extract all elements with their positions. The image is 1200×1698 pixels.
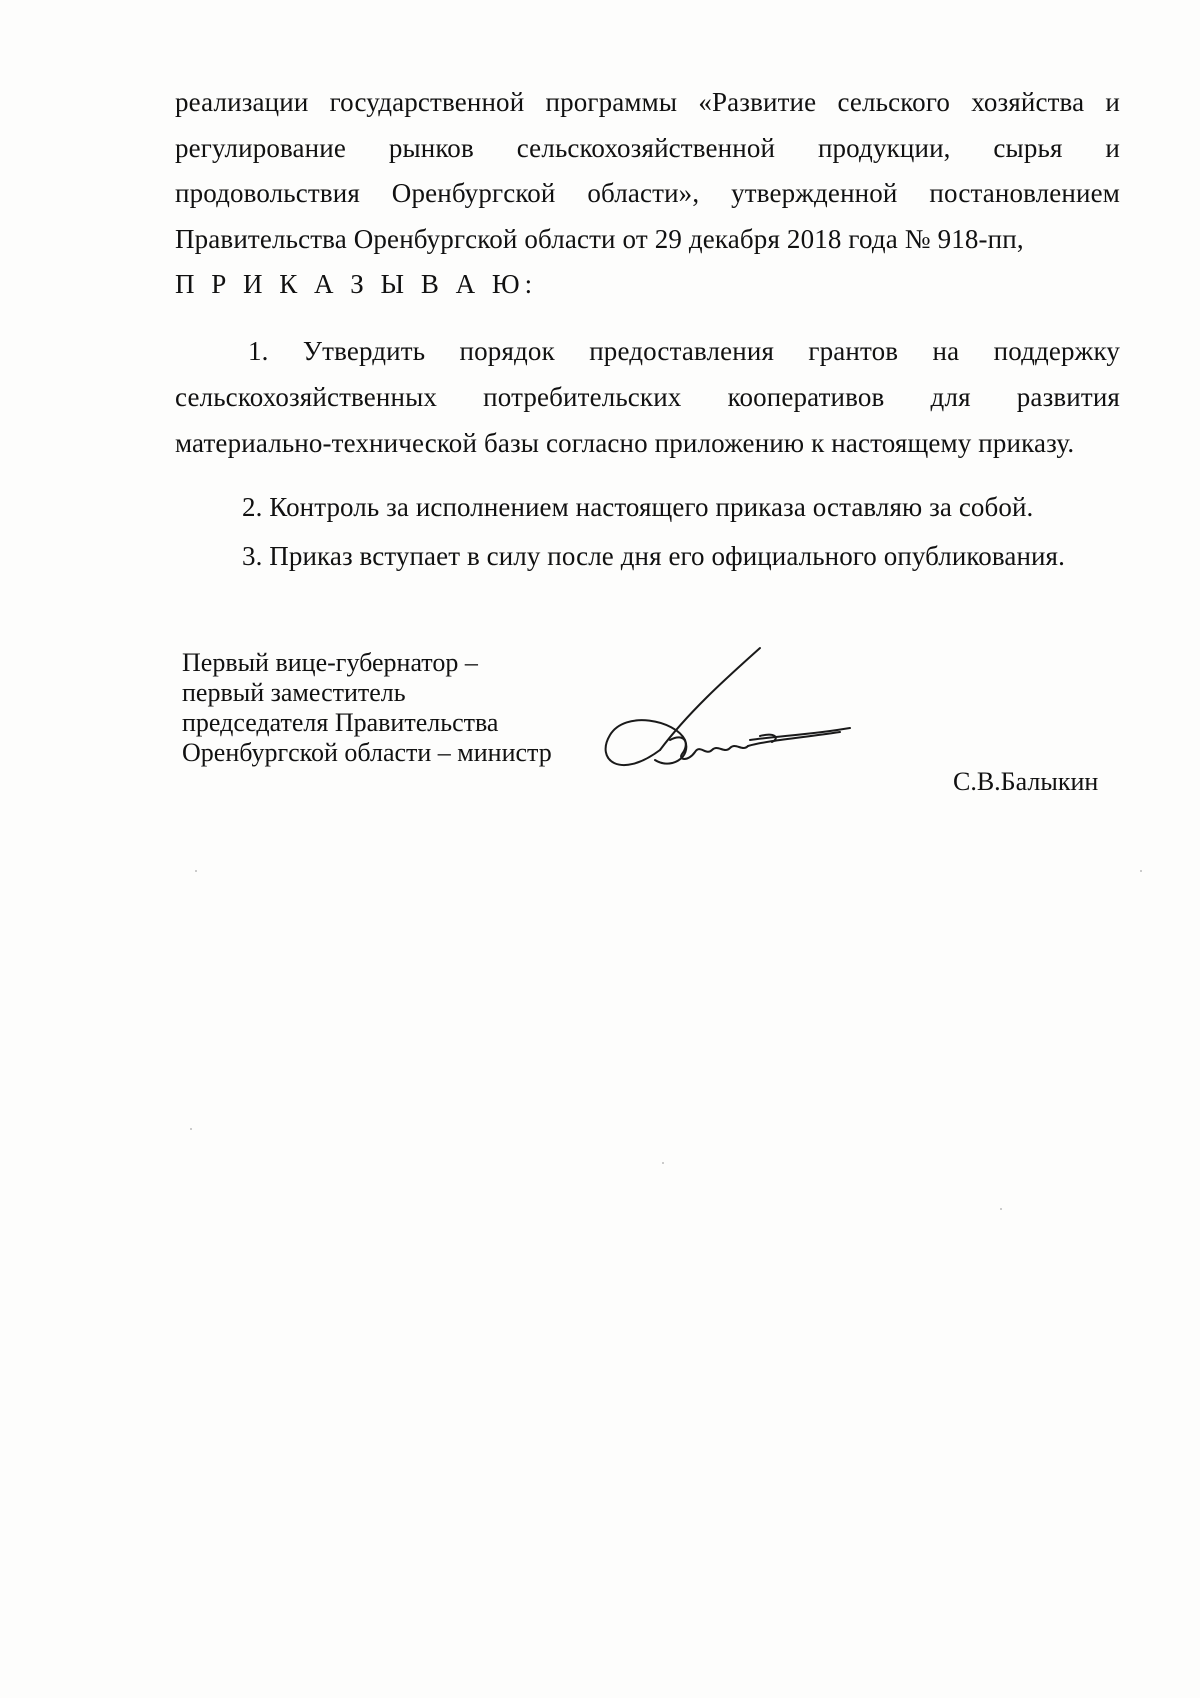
position-line: первый заместитель bbox=[182, 678, 406, 707]
position-line: Первый вице-губернатор – bbox=[182, 648, 478, 677]
order-item-3: 3. Приказ вступает в силу после дня его официального опубликования. bbox=[242, 541, 1065, 571]
scan-speck bbox=[195, 870, 197, 872]
handwritten-signature bbox=[600, 640, 860, 800]
order-item-1: 1. Утвердить порядок предоставления грантов на поддержку сельскохозяйственных потребительских кооперативов для развития материально-технической базы согласно приложению к настоящему приказу. bbox=[175, 336, 1120, 458]
intro-text: реализации государственной программы «Развитие сельского хозяйства и регулирование рынков сельскохозяйственной продукции, сырья и продовольствия Оренбургской области», утвержденной постановлением Правительства Оренбургской области от 29 декабря 2018 года № 918-пп, bbox=[175, 87, 1120, 254]
scan-speck bbox=[190, 1128, 192, 1130]
signer-position bbox=[182, 648, 552, 768]
order-word: П Р И К А З Ы В А Ю: bbox=[175, 269, 538, 299]
position-line: председателя Правительства bbox=[182, 708, 499, 737]
signer-name: С.В.Балыкин bbox=[953, 767, 1099, 796]
scan-speck bbox=[1000, 1208, 1002, 1210]
intro-paragraph bbox=[175, 80, 1120, 308]
scan-speck bbox=[1140, 870, 1142, 872]
scan-speck bbox=[662, 1162, 664, 1164]
order-item-2: 2. Контроль за исполнением настоящего приказа оставляю за собой. bbox=[242, 492, 1034, 522]
position-line: Оренбургской области – министр bbox=[182, 738, 552, 767]
